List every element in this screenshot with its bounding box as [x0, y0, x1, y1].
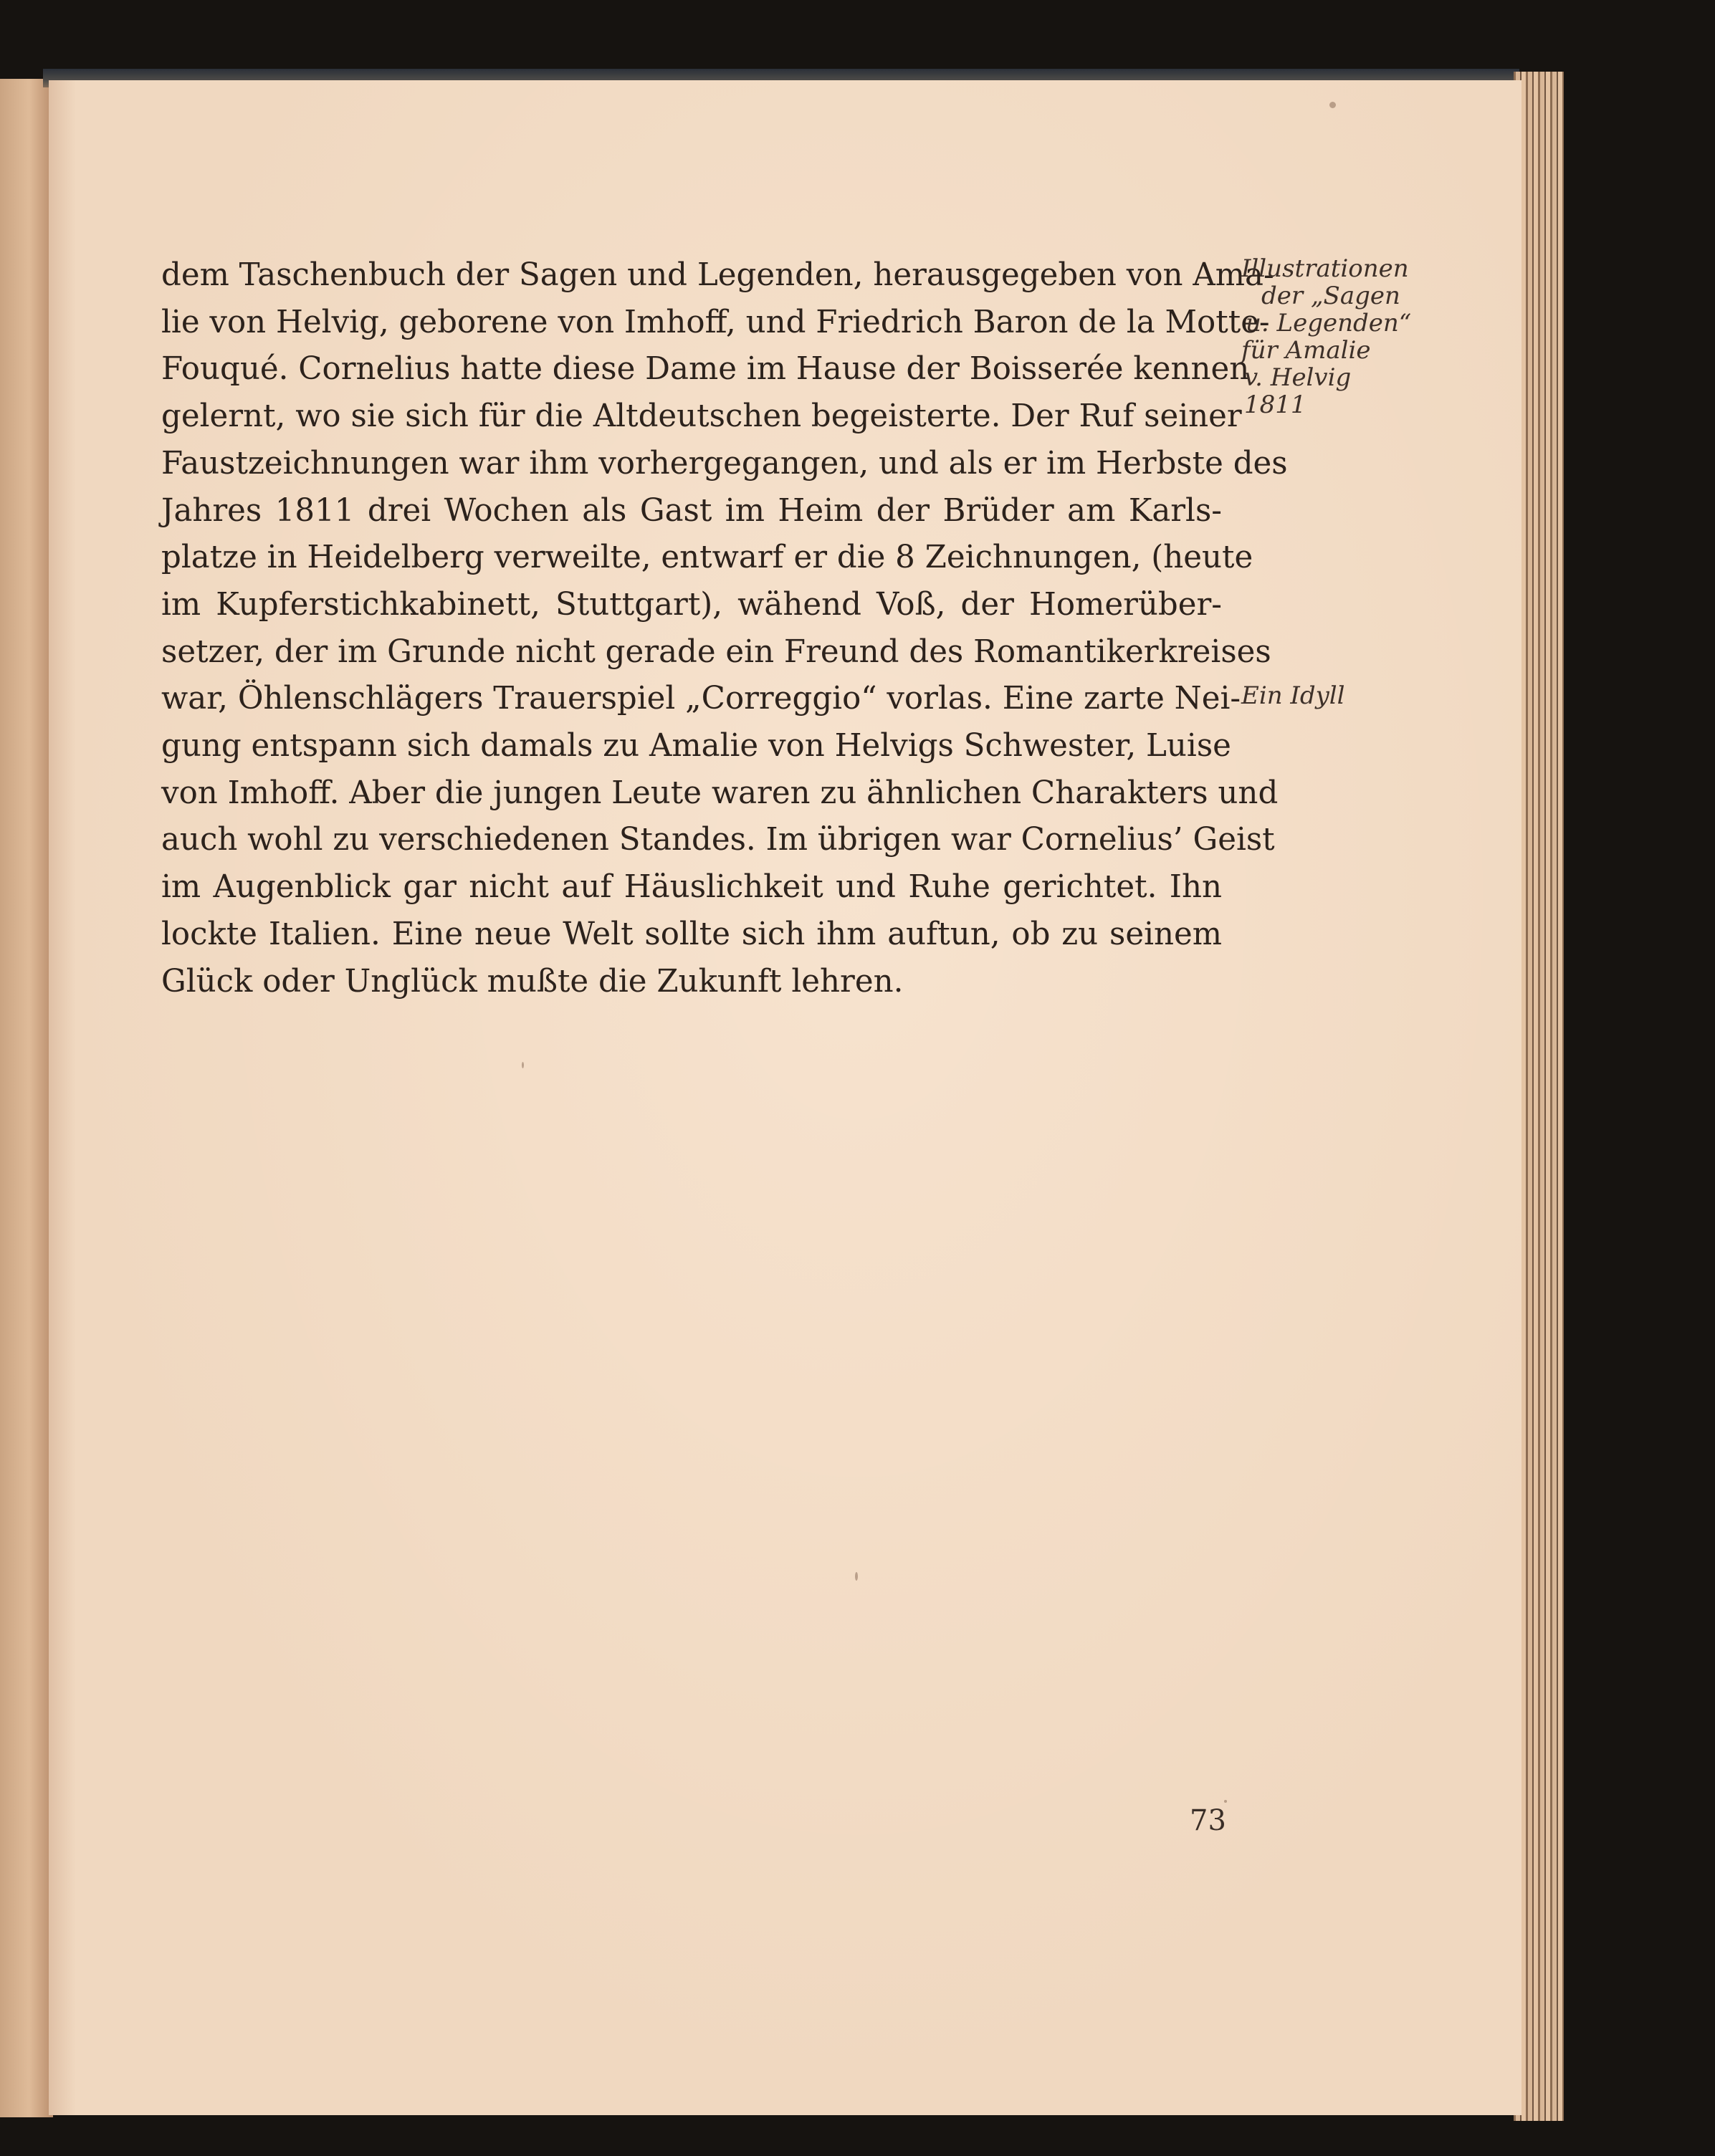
body-line: lie von Helvig, geborene von Imhoff, und Friedrich Baron de la Motte- [161, 304, 1270, 340]
paper-speck [522, 1062, 524, 1068]
body-line: Glück oder Unglück mußte die Zukunft lehren. [161, 963, 904, 1000]
body-line: auch wohl zu verschiedenen Standes. Im übrigen war Cornelius’ Geist [161, 822, 1275, 858]
body-line: Faustzeichnungen war ihm vorhergegangen, und als er im Herbste des [161, 445, 1288, 481]
body-text [161, 252, 1288, 1005]
body-line: dem Taschenbuch der Sagen und Legenden, herausgegeben von Ama- [161, 257, 1274, 293]
margin-note-line: für Amalie [1241, 336, 1371, 365]
page-number: 73 [1190, 1804, 1226, 1837]
body-line: Fouqué. Cornelius hatte diese Dame im Hause der Boisserée kennen [161, 351, 1250, 388]
margin-note-illustrations [1241, 255, 1411, 418]
body-line: von Imhoff. Aber die jungen Leute waren zu ähnlichen Charakters und [161, 775, 1279, 811]
left-page-edge [0, 79, 53, 2117]
margin-note-line: Ein Idyll [1241, 681, 1345, 710]
body-line: war, Öhlenschlägers Trauerspiel „Correggio“ vorlas. Eine zarte Nei- [161, 681, 1241, 717]
margin-note-line: 1811 [1244, 391, 1306, 419]
body-line: lockte Italien. Eine neue Welt sollte sich ihm auftun, ob zu seinem [161, 916, 1222, 952]
body-line: im Kupferstichkabinett, Stuttgart), wähend Voß, der Homerüber- [161, 586, 1222, 623]
body-line: im Augenblick gar nicht auf Häuslichkeit und Ruhe gerichtet. Ihn [161, 869, 1222, 906]
margin-note-line: der „Sagen [1261, 282, 1400, 310]
body-line: gung entspann sich damals zu Amalie von Helvigs Schwester, Luise [161, 728, 1231, 765]
body-line: setzer, der im Grunde nicht gerade ein Freund des Romantikerkreises [161, 633, 1271, 670]
paper-speck [1329, 102, 1336, 108]
body-line: gelernt, wo sie sich für die Altdeutschen begeisterte. Der Ruf seiner [161, 398, 1242, 435]
body-line: platze in Heidelberg verweilte, entwarf er die 8 Zeichnungen, (heute [161, 540, 1253, 576]
margin-note-line: u. Legenden“ [1246, 309, 1412, 337]
margin-note-idyll [1241, 682, 1345, 709]
margin-note-line: v. Helvig [1244, 363, 1352, 392]
paper-speck [1224, 1800, 1227, 1803]
body-line: Jahres 1811 drei Wochen als Gast im Heim der Brüder am Karls- [161, 492, 1222, 529]
paper-speck [855, 1572, 858, 1581]
margin-note-line: Illustrationen [1241, 254, 1409, 283]
